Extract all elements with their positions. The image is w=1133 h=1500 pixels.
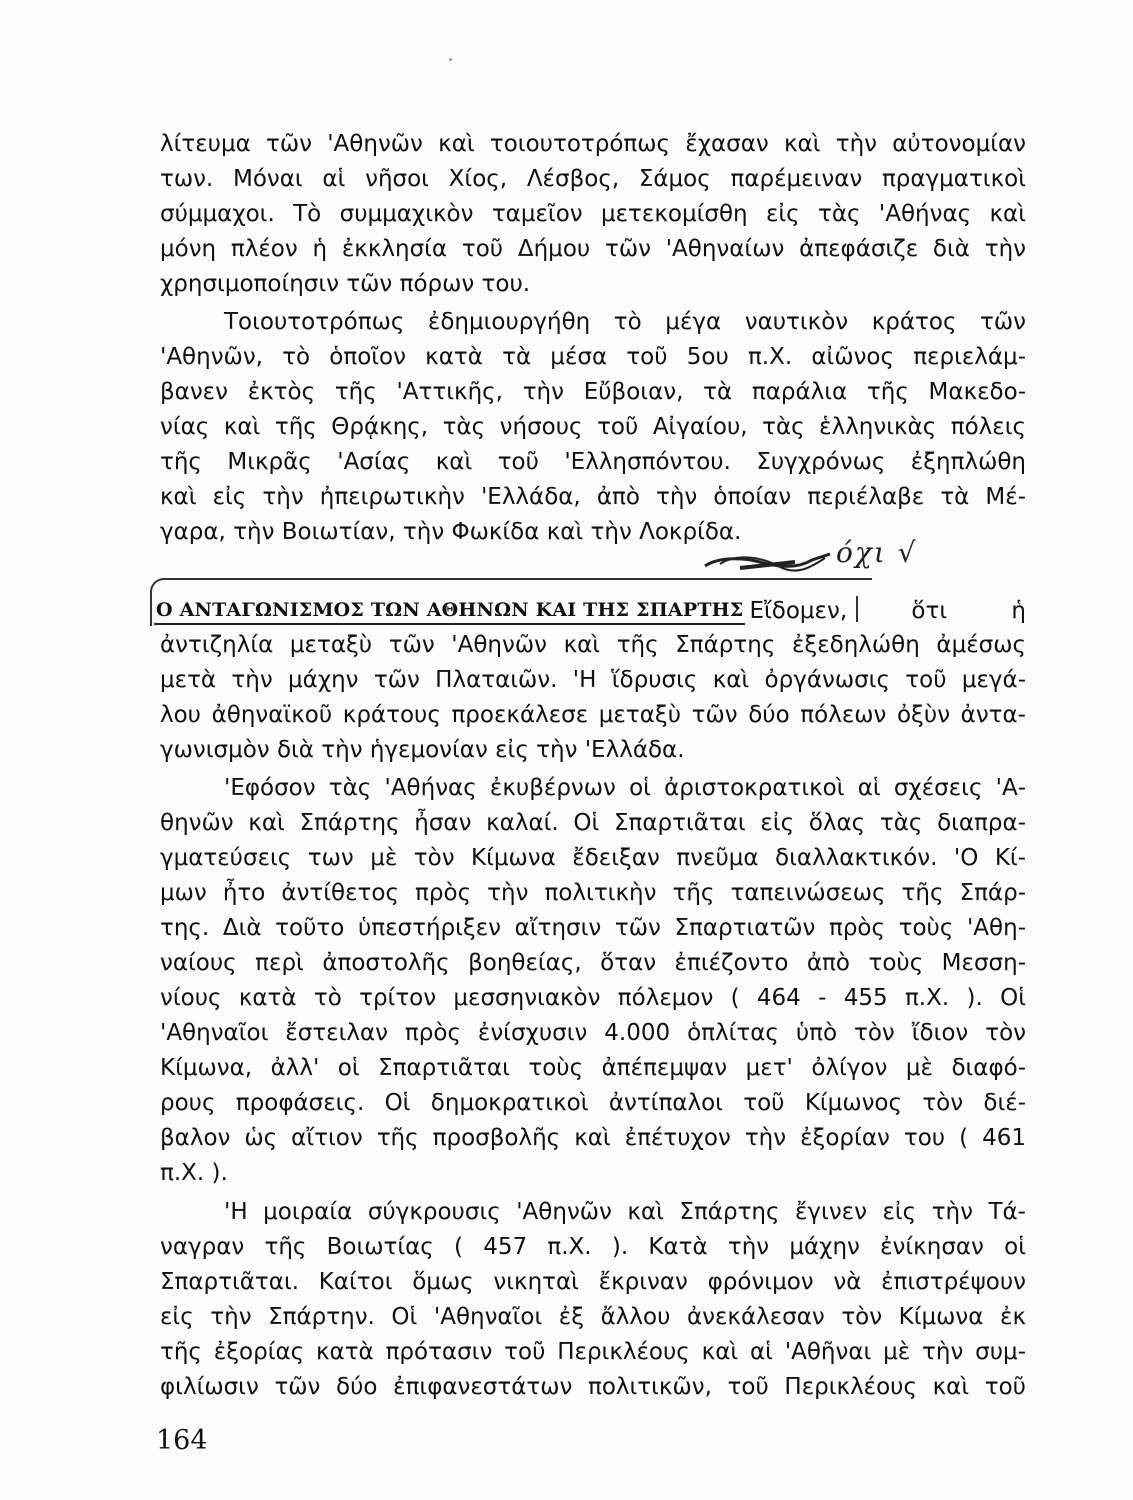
text-line: φιλίωσιν τῶν δύο ἐπιφανεστάτων πολιτικῶν, τοῦ Περικλέους καὶ τοῦ xyxy=(160,1374,1026,1400)
text-line: ναγραν τῆς Βοιωτίας ( 457 π.Χ. ). Κατὰ τὴν μάχην ἐνίκησαν οἱ xyxy=(160,1234,1026,1260)
text-line: μων ἦτο ἀντίθετος πρὸς τὴν πολιτικὴν τῆς ταπεινώσεως τῆς Σπάρ- xyxy=(160,880,1026,906)
text-line: τῆς Μικρᾶς 'Ασίας καὶ τοῦ 'Ελλησπόντου. Συγχρόνως ἐξηπλώθη xyxy=(160,449,1026,475)
text-line: π.Χ. ). xyxy=(160,1160,228,1186)
heading-line-continuation: Εἴδομεν, ὅτι ἡ xyxy=(749,598,1026,624)
text-line: σύμμαχοι. Τὸ συμμαχικὸν ταμεῖον μετεκομίσθη εἰς τὰς 'Αθήνας καὶ xyxy=(160,201,1026,227)
text-line: χρησιμοποίησιν τῶν πόρων του. xyxy=(160,271,531,297)
text-line: βανεν ἐκτὸς τῆς 'Αττικῆς, τὴν Εὔβοιαν, τὰ παράλια τῆς Μακεδο- xyxy=(160,379,1026,405)
text-line: 'Αθηνῶν, τὸ ὁποῖον κατὰ τὰ μέσα τοῦ 5ου π.Χ. αἰῶνος περιελάμ- xyxy=(160,344,1026,370)
text-line: ἀντιζηλία μεταξὺ τῶν 'Αθηνῶν καὶ τῆς Σπάρτης ἐξεδηλώθη ἀμέσως xyxy=(160,632,1026,658)
section-heading: Ο ΑΝΤΑΓΩΝΙΣΜΟΣ ΤΩΝ ΑΘΗΝΩΝ ΚΑΙ ΤΗΣ ΣΠΑΡΤΗΣ xyxy=(154,597,745,625)
text-line: μετὰ τὴν μάχην τῶν Πλαταιῶν. 'Η ἵδρυσις καὶ ὀργάνωσις τοῦ μεγά- xyxy=(160,667,1026,693)
text-line: της. Διὰ τοῦτο ὑπεστήριξεν αἴτησιν τῶν Σπαρτιατῶν πρὸς τοὺς 'Αθη- xyxy=(160,915,1026,941)
text-line: εἰς τὴν Σπάρτην. Οἱ 'Αθηναῖοι ἐξ ἄλλου ἀνεκάλεσαν τὸν Κίμωνα ἐκ xyxy=(160,1304,1026,1330)
page-number: 164 xyxy=(156,1425,208,1456)
text-line: Σπαρτιᾶται. Καίτοι ὅμως νικηταὶ ἔκριναν φρόνιμον νὰ ἐπιστρέψουν xyxy=(160,1269,1026,1295)
text-line: καὶ εἰς τὴν ἠπειρωτικὴν 'Ελλάδα, ἀπὸ τὴν ὁποίαν περιέλαβε τὰ Μέ- xyxy=(160,484,1026,510)
text-line: μόνη πλέον ἡ ἐκκλησία τοῦ Δήμου τῶν 'Αθηναίων ἀπεφάσιζε διὰ τὴν xyxy=(160,236,1026,262)
handwritten-bracket xyxy=(150,578,872,626)
text-line: Κίμωνα, ἀλλ' οἱ Σπαρτιᾶται τοὺς ἀπέπεμψαν μετ' ὀλίγον μὲ διαφό- xyxy=(160,1055,1026,1081)
text-column xyxy=(156,0,1026,1500)
text-line: νίους κατὰ τὸ τρίτον μεσσηνιακὸν πόλεμον ( 464 - 455 π.Χ. ). Οἱ xyxy=(160,985,1026,1011)
handwritten-bracket-end xyxy=(846,596,858,622)
text-line: γαρα, τὴν Βοιωτίαν, τὴν Φωκίδα καὶ τὴν Λοκρίδα. xyxy=(160,519,742,545)
text-line: Τοιουτοτρόπως ἐδημιουργήθη τὸ μέγα ναυτικὸν κράτος τῶν xyxy=(224,309,1026,335)
text-line: τῆς ἐξορίας κατὰ πρότασιν τοῦ Περικλέους καὶ αἱ 'Αθῆναι μὲ τὴν συμ- xyxy=(160,1339,1026,1365)
handwritten-scribble xyxy=(700,548,840,578)
text-line: ναίους περὶ ἀποστολῆς βοηθείας, ὅταν ἐπιέζοντο ἀπὸ τοὺς Μεσση- xyxy=(160,950,1026,976)
handwritten-margin-note: όχι √ xyxy=(836,536,918,569)
text-line: βαλον ὡς αἴτιον τῆς προσβολῆς καὶ ἐπέτυχον τὴν ἐξορίαν του ( 461 xyxy=(160,1125,1026,1151)
text-line: θηνῶν καὶ Σπάρτης ἦσαν καλαί. Οἱ Σπαρτιᾶται εἰς ὅλας τὰς διαπρα- xyxy=(160,810,1026,836)
text-line: 'Η μοιραία σύγκρουσις 'Αθηνῶν καὶ Σπάρτης ἔγινεν εἰς τὴν Τά- xyxy=(224,1199,1026,1225)
text-line: ρους προφάσεις. Οἱ δημοκρατικοὶ ἀντίπαλοι τοῦ Κίμωνος τὸν διέ- xyxy=(160,1090,1026,1116)
text-line: λου ἀθηναϊκοῦ κράτους προεκάλεσε μεταξὺ τῶν δύο πόλεων ὀξὺν ἀντα- xyxy=(160,702,1026,728)
text-line: 'Εφόσον τὰς 'Αθήνας ἐκυβέρνων οἱ ἀριστοκρατικοὶ αἱ σχέσεις 'Α- xyxy=(224,775,1026,801)
text-line: γωνισμὸν διὰ τὴν ἡγεμονίαν εἰς τὴν 'Ελλάδα. xyxy=(160,737,685,763)
text-line: λίτευμα τῶν 'Αθηνῶν καὶ τοιουτοτρόπως ἔχασαν καὶ τὴν αὐτονομίαν xyxy=(160,131,1026,157)
text-line: νίας καὶ τῆς Θρᾴκης, τὰς νήσους τοῦ Αἰγαίου, τὰς ἑλληνικὰς πόλεις xyxy=(160,414,1026,440)
text-line: των. Μόναι αἱ νῆσοι Χίος, Λέσβος, Σάμος παρέμειναν πραγματικοὶ xyxy=(160,166,1026,192)
text-line: γματεύσεις των μὲ τὸν Κίμωνα ἔδειξαν πνεῦμα διαλλακτικόν. 'Ο Κί- xyxy=(160,845,1026,871)
text-line: 'Αθηναῖοι ἔστειλαν πρὸς ἐνίσχυσιν 4.000 ὁπλίτας ὑπὸ τὸν ἴδιον τὸν xyxy=(160,1020,1026,1046)
